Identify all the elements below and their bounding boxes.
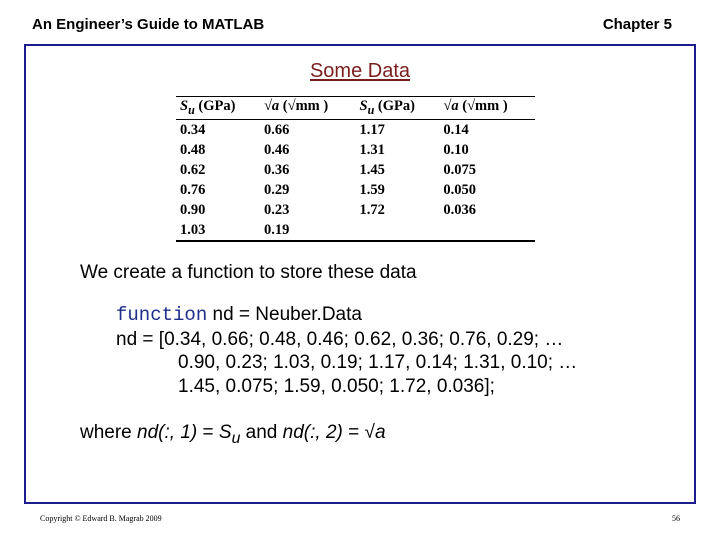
table-cell: 0.34	[180, 121, 206, 138]
table-cell: 1.31	[359, 141, 385, 158]
table-cell: 0.14	[443, 121, 469, 138]
table-cell: 1.72	[359, 201, 385, 218]
table-cell: 0.036	[443, 201, 477, 218]
intro-text: We create a function to store these data	[80, 262, 417, 283]
table-cell: 0.62	[180, 161, 206, 178]
table-cell: 0.66	[263, 121, 290, 138]
table-row	[176, 200, 535, 220]
column-unit: (GPa)	[374, 98, 415, 114]
table-cell	[439, 220, 535, 241]
table-cell: 0.76	[180, 181, 206, 198]
code-line: 0.90, 0.23; 1.03, 0.19; 1.17, 0.14; 1.31, 0.10; …	[178, 352, 578, 373]
slide-title: Some Data	[309, 60, 411, 82]
table-cell: 0.48	[180, 141, 206, 158]
table-cell: 1.17	[359, 121, 385, 138]
code-line: nd = [0.34, 0.66; 0.48, 0.46; 0.62, 0.36; 0.76, 0.29; …	[116, 328, 564, 350]
table-cell: 1.59	[359, 181, 385, 198]
table-cell: 0.050	[443, 181, 477, 198]
table-cell	[355, 220, 439, 241]
table-cell: 0.46	[263, 141, 290, 158]
page-number: 56	[672, 514, 680, 523]
code-signature-line	[116, 303, 577, 328]
column-subscript: u	[188, 102, 195, 117]
chapter-label: Chapter 5	[602, 16, 672, 33]
where-expr-2: nd(:, 2)	[282, 422, 343, 443]
where-s: S	[218, 422, 232, 443]
table-row	[176, 160, 535, 180]
column-unit: (GPa)	[194, 98, 236, 114]
column-unit: (√mm )	[279, 98, 329, 114]
table-cell: 1.03	[176, 220, 260, 241]
column-symbol: S	[359, 98, 368, 114]
table-cell: 1.45	[359, 161, 385, 178]
where-prefix: where	[80, 422, 138, 443]
table-cell: 0.075	[443, 161, 477, 178]
column-subscript: u	[367, 102, 375, 117]
where-text	[80, 422, 386, 448]
table-cell: 0.29	[263, 181, 290, 198]
where-mid: and	[240, 422, 283, 443]
data-table	[176, 96, 535, 242]
table-row	[176, 140, 535, 160]
column-unit: (√mm )	[458, 98, 508, 114]
where-eq-1: =	[197, 422, 219, 443]
code-line: 1.45, 0.075; 1.59, 0.050; 1.72, 0.036];	[178, 375, 495, 397]
sqrt-symbol: √	[364, 422, 375, 443]
code-keyword: function	[116, 304, 208, 326]
column-header	[176, 97, 260, 120]
book-title: An Engineer’s Guide to MATLAB	[32, 16, 265, 33]
column-symbol: S	[180, 98, 189, 114]
copyright-text: Copyright © Edward B. Magrab 2009	[40, 514, 162, 523]
table-row	[176, 119, 535, 140]
table-cell: 0.36	[263, 161, 290, 178]
where-a: a	[374, 422, 386, 443]
column-symbol: √a	[263, 98, 280, 114]
table-cell: 0.19	[260, 220, 356, 241]
table-row	[176, 180, 535, 200]
where-eq-2: =	[342, 422, 365, 443]
where-s-sub: u	[231, 429, 241, 447]
table-cell: 0.10	[443, 141, 469, 158]
table-cell: 0.90	[180, 201, 206, 218]
column-header	[260, 97, 356, 120]
table-header-row	[176, 97, 535, 120]
table-row	[176, 220, 535, 241]
column-header	[439, 97, 535, 120]
where-expr-1: nd(:, 1)	[137, 422, 198, 443]
code-signature: nd = Neuber.Data	[207, 304, 362, 325]
table-cell: 0.23	[263, 201, 290, 218]
code-block	[116, 303, 577, 398]
column-symbol: √a	[443, 98, 459, 114]
column-header	[355, 97, 439, 120]
